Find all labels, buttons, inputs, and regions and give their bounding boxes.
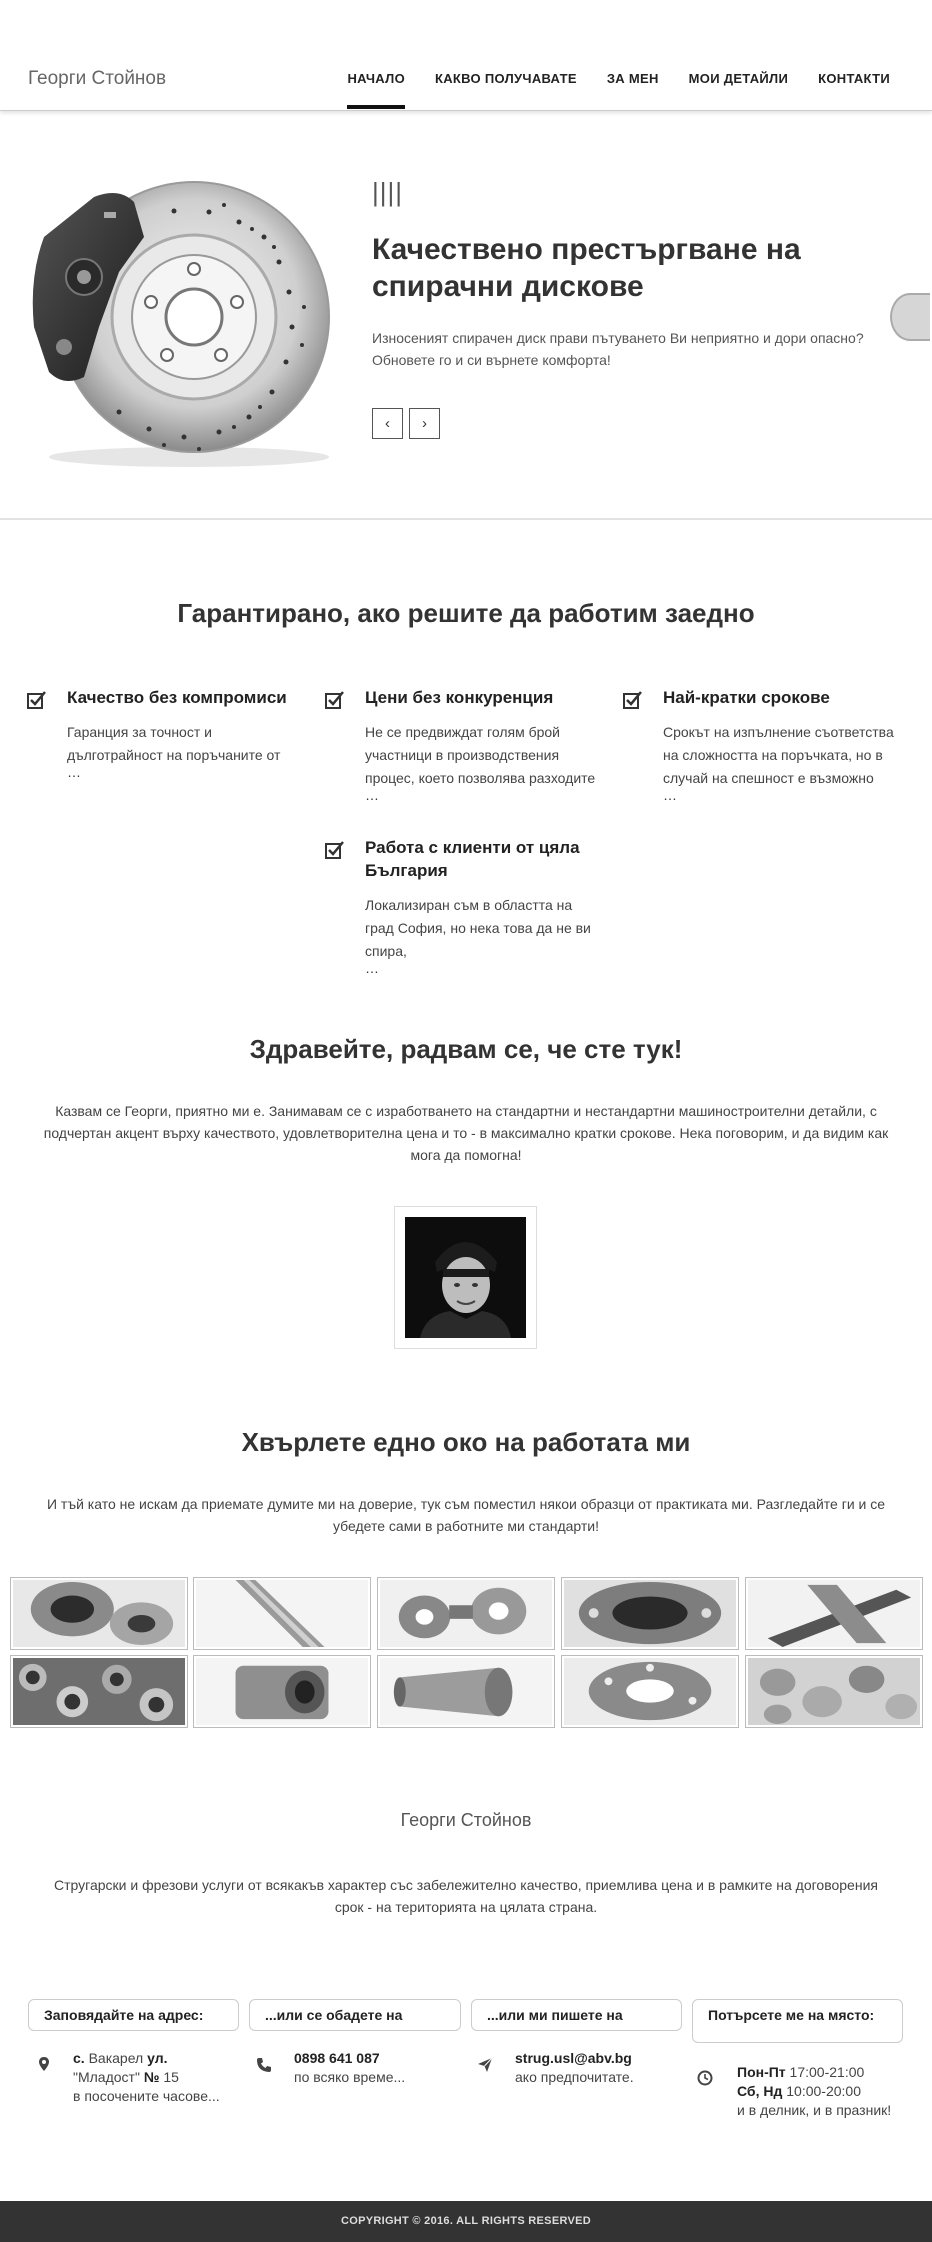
chevron-left-icon: ‹ — [385, 415, 390, 432]
avatar — [405, 1217, 526, 1338]
clock-icon — [697, 2070, 713, 2086]
gallery-item[interactable] — [10, 1577, 188, 1650]
feature-more[interactable]: … — [365, 787, 379, 803]
gallery-image — [196, 1658, 368, 1725]
feature-text: Локализиран съм в областта на град София, но нека това да не ви спира, — [365, 897, 591, 959]
feature-item — [325, 686, 600, 803]
gallery-item[interactable] — [377, 1577, 555, 1650]
phone-number[interactable]: 0898 641 087 — [294, 2050, 380, 2066]
hours-heading: Потърсете ме на място: — [692, 1999, 903, 2043]
hours-text: Пон-Пт 17:00-21:00 Сб, Нд 10:00-20:00 и в делник, и в празник! — [737, 2064, 892, 2118]
gallery-item[interactable] — [561, 1577, 739, 1650]
nav-home[interactable]: НАЧАЛО — [347, 71, 405, 109]
main-nav — [317, 71, 890, 109]
feature-title: Качество без компромиси — [67, 688, 287, 707]
gallery-image — [13, 1580, 185, 1647]
work-text: И тъй като не искам да приемате думите ми на доверие, тук съм поместил някои образци от практиката ми. Разгледайте ги и се убедете сами в работните ми стандарти! — [46, 1496, 886, 1534]
copyright-bar: COPYRIGHT © 2016. ALL RIGHTS RESERVED — [0, 2201, 932, 2242]
checkbox-icon — [623, 690, 643, 710]
slider-controls — [372, 408, 446, 439]
gallery-image — [380, 1580, 552, 1647]
phone-icon — [256, 2057, 272, 2073]
nav-about[interactable]: ЗА МЕН — [606, 71, 659, 86]
gallery-item[interactable] — [377, 1655, 555, 1728]
email-text: strug.usl@abv.bg ако предпочитате. — [515, 2050, 634, 2085]
feature-title: Цени без конкуренция — [365, 688, 554, 707]
nav-my-parts[interactable]: МОИ ДЕТАЙЛИ — [688, 71, 789, 86]
site-header — [0, 0, 932, 111]
chevron-right-icon: › — [422, 415, 427, 432]
feature-text: Гаранция за точност и дълготрайност на поръчаните от — [67, 724, 281, 763]
about-title: Здравейте, радвам се, че сте тук! — [249, 1034, 683, 1064]
slider-next-button[interactable] — [409, 408, 440, 439]
gallery-image — [748, 1580, 920, 1647]
footer-text: Стругарски и фрезови услуги от всякакъв характер със забележително качество, приемлива цена и в рамките на договорения срок - на територията на цялата страна. — [54, 1877, 878, 1915]
send-icon — [477, 2057, 493, 2073]
phone-text: 0898 641 087 по всяко време... — [294, 2050, 406, 2085]
address-heading: Заповядайте на адрес: — [28, 1999, 239, 2031]
feature-item — [325, 836, 600, 976]
feature-text: Срокът на изпълнение съответства на сложността на поръчката, но в случай на спешност е възможно — [663, 724, 894, 786]
feature-text: Не се предвиждат голям брой участници в производствения процес, което позволява разходите — [365, 724, 596, 786]
feature-title: Работа с клиенти от цяла България — [365, 838, 580, 880]
features-title: Гарантирано, ако решите да работим заедно — [177, 598, 755, 628]
feature-more[interactable]: … — [663, 787, 677, 803]
feature-more[interactable]: … — [365, 960, 379, 976]
checkbox-icon — [27, 690, 47, 710]
work-title: Хвърлете едно око на работата ми — [241, 1427, 691, 1457]
slider-prev-button[interactable] — [372, 408, 403, 439]
gallery-item[interactable] — [561, 1655, 739, 1728]
feature-title: Най-кратки срокове — [663, 688, 830, 707]
hero-decor-bars: |||| — [372, 177, 404, 207]
brake-disc-image — [24, 177, 332, 472]
phone-heading: ...или се обадете на — [249, 1999, 461, 2031]
checkbox-icon — [325, 840, 345, 860]
gallery-item[interactable] — [193, 1577, 371, 1650]
feature-item — [27, 686, 302, 780]
about-text: Казвам се Георги, приятно ми е. Занимавам се с изработването на стандартни и нестандартни машиностроителни детайли, с подчертан акцент върху качеството, удовлетворителна цена и то - в максимално кратки срокове. Нека поговорим, и да видим как мога да помогна! — [43, 1103, 889, 1163]
gallery-item[interactable] — [745, 1655, 923, 1728]
hero-slider — [0, 111, 932, 520]
email-link[interactable]: strug.usl@abv.bg — [515, 2050, 632, 2066]
feature-more[interactable]: … — [67, 764, 81, 780]
gallery-image — [564, 1580, 736, 1647]
gallery-image — [748, 1658, 920, 1725]
nav-what-you-get[interactable]: КАКВО ПОЛУЧАВАТЕ — [435, 71, 577, 86]
gallery-image — [13, 1658, 185, 1725]
location-pin-icon — [36, 2056, 52, 2072]
gallery-image — [564, 1658, 736, 1725]
profile-photo — [394, 1206, 537, 1349]
hero-title: Качествено престъргване на спирачни дискове — [372, 233, 801, 303]
nav-contacts[interactable]: КОНТАКТИ — [818, 71, 890, 86]
brand-logo[interactable]: Георги Стойнов — [28, 68, 167, 89]
email-heading: ...или ми пишете на — [471, 1999, 682, 2031]
gallery-item[interactable] — [193, 1655, 371, 1728]
gallery-item[interactable] — [10, 1655, 188, 1728]
slide-peek-image — [890, 293, 930, 341]
gallery-image — [380, 1658, 552, 1725]
footer-brand: Георги Стойнов — [400, 1810, 532, 1830]
hero-text: Износеният спирачен диск прави пътуването Ви неприятно и дори опасно? Обновете го и си върнете комфорта! — [372, 330, 864, 368]
address-text: с. Вакарел ул. "Младост" № 15 в посочените часове... — [73, 2050, 220, 2104]
gallery-item[interactable] — [745, 1577, 923, 1650]
gallery-image — [196, 1580, 368, 1647]
checkbox-icon — [325, 690, 345, 710]
feature-item — [623, 686, 898, 803]
